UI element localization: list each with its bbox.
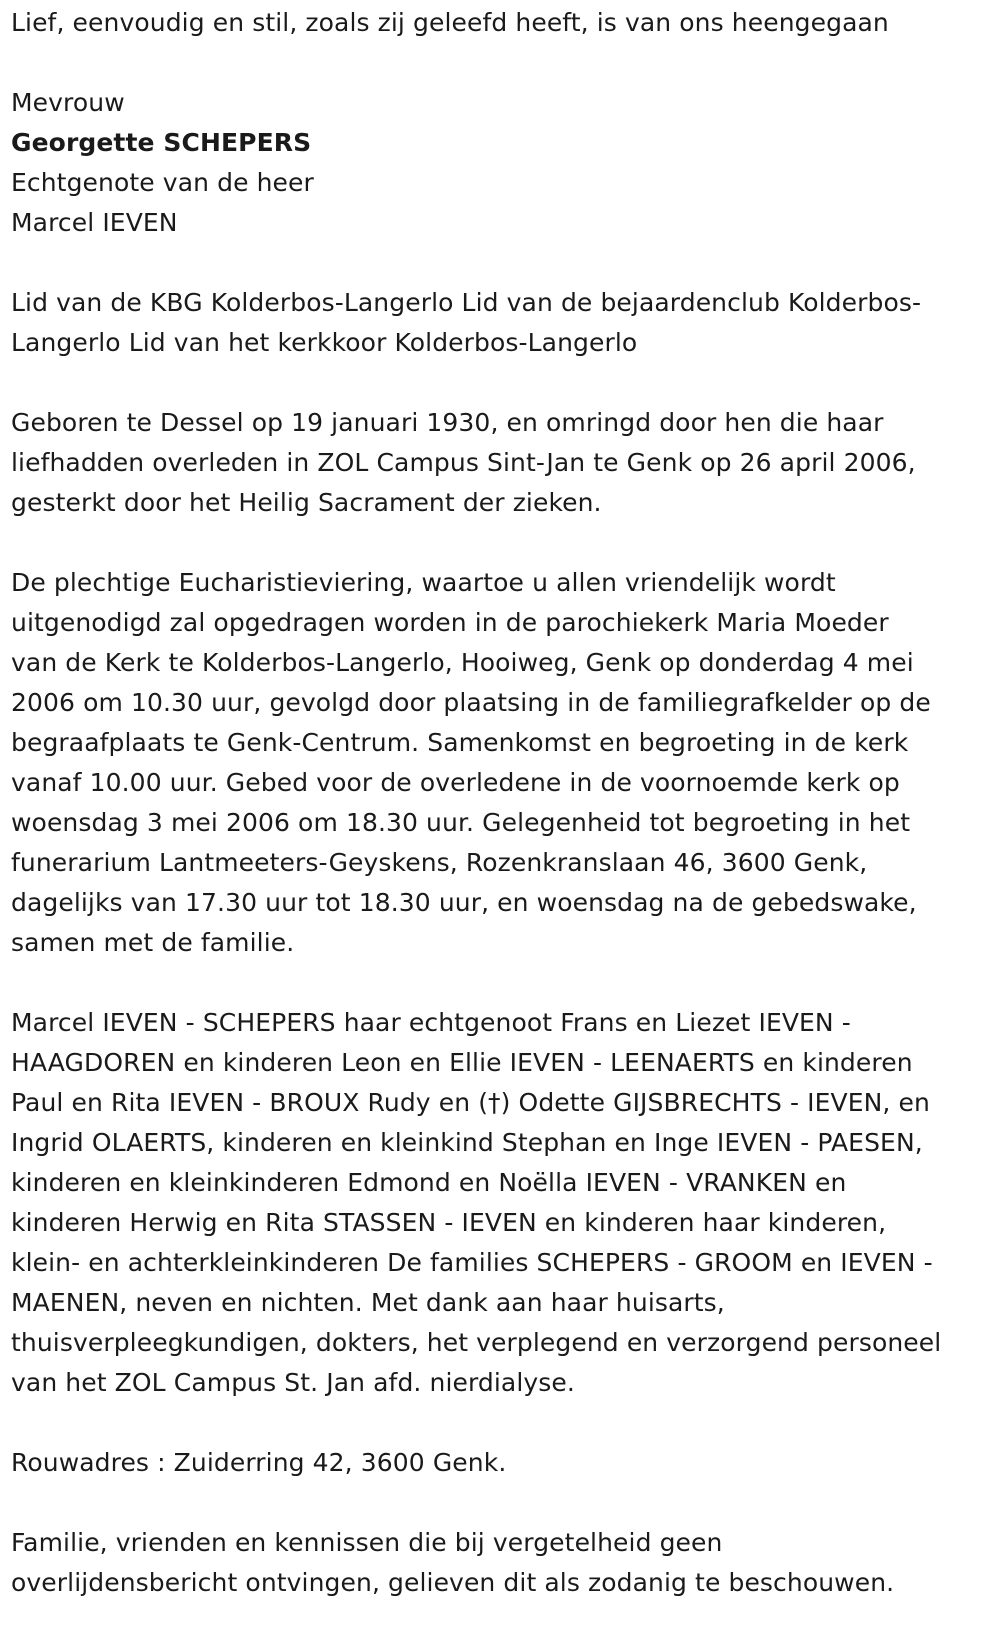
family-paragraph: Marcel IEVEN - SCHEPERS haar echtgenoot Frans en Liezet IEVEN - HAAGDOREN en kinderen Leon en Ellie IEVEN - LEENAERTS en kinderen Paul en Rita IEVEN - BROUX Rudy en (†) Odette GIJSBRECHTS - IEVEN, en Ingrid OLAERTS, kinderen en kleinkind Stephan en Inge IEVEN - PAESEN, kinderen en kleinkinderen Edmond en Noëlla IEVEN - VRANKEN en kinderen Herwig en Rita STASSEN - IEVEN en kinderen haar kinderen, klein- en achterkleinkinderen De families SCHEPERS - GROOM en IEVEN - MAENEN, neven en nichten. Met dank aan haar huisarts, thuisverpleegkundigen, dokters, het verplegend en verzorgend personeel van het ZOL Campus St. Jan afd. nierdialyse.	[11, 1008, 942, 1397]
spacer	[11, 363, 990, 403]
birth-death-paragraph: Geboren te Dessel op 19 januari 1930, en omringd door hen die haar liefhadden overleden in ZOL Campus Sint-Jan te Genk op 26 april 2006, gesterkt door het Heilig Sacrament der zieken.	[11, 408, 916, 517]
memberships-paragraph: Lid van de KBG Kolderbos-Langerlo Lid van de bejaardenclub Kolderbos- Langerlo Lid van het kerkkoor Kolderbos-Langerlo	[11, 288, 922, 357]
intro-line: Lief, eenvoudig en stil, zoals zij geleefd heeft, is van ons heengegaan	[11, 8, 889, 37]
ceremony-paragraph: De plechtige Eucharistieviering, waartoe u allen vriendelijk wordt uitgenodigd zal opgedragen worden in de parochiekerk Maria Moeder van de Kerk te Kolderbos-Langerlo, Hooiweg, Genk op donderdag 4 mei 2006 om 10.30 uur, gevolgd door plaatsing in de familiegrafkelder op de begraafplaats te Genk-Centrum. Samenkomst en begroeting in de kerk vanaf 10.00 uur. Gebed voor de overledene in de voornoemde kerk op woensdag 3 mei 2006 om 18.30 uur. Gelegenheid tot begroeting in het funerarium Lantmeeters-Geyskens, Rozenkranslaan 46, 3600 Genk, dagelijks van 17.30 uur tot 18.30 uur, en woensdag na de gebedswake, samen met de familie.	[11, 568, 931, 957]
spouse-name: Marcel IEVEN	[11, 208, 178, 237]
spouse-label: Echtgenote van de heer	[11, 168, 314, 197]
spacer	[11, 43, 990, 83]
spacer	[11, 523, 990, 563]
spacer	[11, 1403, 990, 1443]
spacer	[11, 1483, 990, 1523]
honorific: Mevrouw	[11, 88, 125, 117]
spacer	[11, 963, 990, 1003]
spacer	[11, 243, 990, 283]
mourning-address: Rouwadres : Zuiderring 42, 3600 Genk.	[11, 1448, 507, 1477]
deceased-name: Georgette SCHEPERS	[11, 128, 312, 157]
closing-paragraph: Familie, vrienden en kennissen die bij vergetelheid geen overlijdensbericht ontvingen, gelieven dit als zodanig te beschouwen.	[11, 1528, 895, 1597]
